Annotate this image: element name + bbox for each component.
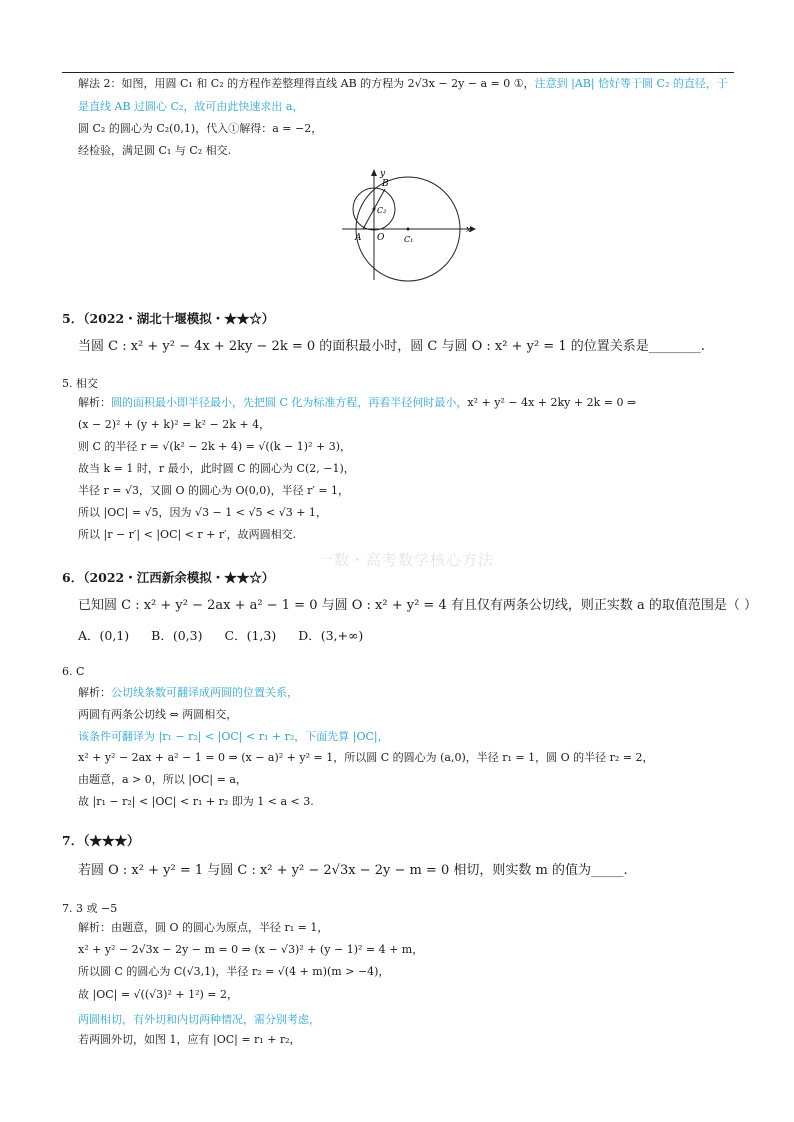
q7-heading: 7．（★★★） [62, 833, 140, 848]
a5-label: 解析： [78, 396, 111, 409]
a6-answer: 6. C [62, 665, 85, 678]
a5-line1 [78, 395, 636, 410]
header-rule [62, 72, 734, 73]
a7-line1-text: 由题意，圆 O 的圆心为原点，半径 r₁ = 1， [111, 921, 329, 934]
solution2-line2: 是直线 AB 过圆心 C₂，故可由此快速求出 a， [78, 100, 304, 113]
q6-text: 已知圆 C : x² + y² − 2ax + a² − 1 = 0 与圆 O : x² + y² = 4 有且仅有两条公切线，则正实数 a 的取值范围是（ ） [78, 598, 757, 613]
a7-line3: 所以圆 C 的圆心为 C(√3,1)，半径 r₂ = √(4 + m)(m > −4)， [78, 965, 390, 978]
a7-line1 [78, 920, 328, 935]
a6-label: 解析： [78, 686, 111, 699]
point-b-label: B [382, 179, 389, 189]
a6-line2: 两圆有两条公切线 ⇔ 两圆相交， [78, 708, 238, 721]
center-c2 [373, 208, 376, 211]
solution2-line4: 经检验，满足圆 C₁ 与 C₂ 相交. [78, 144, 232, 157]
a5-line3: 则 C 的半径 r = √(k² − 2k + 4) = √((k − 1)² + 3)， [78, 440, 352, 453]
q7-text: 若圆 O : x² + y² = 1 与圆 C : x² + y² − 2√3x − 2y − m = 0 相切，则实数 m 的值为_____. [78, 863, 628, 878]
a5-line7: 所以 |r − r′| < |OC| < r + r′，故两圆相交. [78, 528, 297, 541]
q6-option-c: C．(1,3) [224, 628, 277, 643]
y-axis-arrow [371, 169, 377, 176]
q6-heading: 6．（2022・江西新余模拟・★★☆） [62, 570, 275, 585]
center-c1 [407, 228, 410, 231]
watermark: 一数・高考数学核心方法 [318, 551, 495, 569]
q5-text: 当圆 C : x² + y² − 4x + 2ky − 2k = 0 的面积最小时，圆 C 与圆 O : x² + y² = 1 的位置关系是________. [78, 339, 705, 354]
q6-options [78, 626, 363, 644]
solution2-line1-text: 解法 2：如图，用圆 C₁ 和 C₂ 的方程作差整理得直线 AB 的方程为 2√3x − 2y − a = 0 ①， [78, 77, 535, 90]
q5-heading: 5．（2022・湖北十堰模拟・★★☆） [62, 311, 275, 326]
y-label: y [380, 169, 386, 179]
a6-line6: 故 |r₁ − r₂| < |OC| < r₁ + r₂ 即为 1 < a < 3. [78, 795, 314, 808]
a7-line4: 故 |OC| = √((√3)² + 1²) = 2， [78, 988, 238, 1001]
circles-figure [330, 162, 480, 292]
a7-answer: 7. 3 或 −5 [62, 902, 118, 915]
a5-line6: 所以 |OC| = √5，因为 √3 − 1 < √5 < √3 + 1， [78, 506, 327, 519]
q6-option-b: B．(0,3) [151, 628, 203, 643]
c1-label: C₁ [404, 235, 414, 244]
a6-hint: 公切线条数可翻译成两圆的位置关系， [111, 686, 298, 699]
origin-label: O [377, 233, 385, 243]
a6-line5: 由题意，a > 0，所以 |OC| = a， [78, 773, 247, 786]
a5-line5: 半径 r = √3，又圆 O 的圆心为 O(0,0)，半径 r′ = 1， [78, 484, 350, 497]
c2-label: C₂ [377, 206, 387, 215]
a7-hint: 两圆相切，有外切和内切两种情况，需分别考虑， [78, 1013, 320, 1026]
a6-line4: x² + y² − 2ax + a² − 1 = 0 ⇒ (x − a)² + y² = 1，所以圆 C 的圆心为 (a,0)，半径 r₁ = 1，圆 O 的半径 r₂ = 2， [78, 751, 654, 764]
a7-line2: x² + y² − 2√3x − 2y − m = 0 ⇒ (x − √3)² + (y − 1)² = 4 + m， [78, 943, 424, 956]
a5-line2: (x − 2)² + (y + k)² = k² − 2k + 4， [78, 418, 271, 431]
a5-line4: 故当 k = 1 时，r 最小，此时圆 C 的圆心为 C(2, −1)， [78, 462, 355, 475]
a5-answer: 5. 相交 [62, 377, 98, 390]
q6-option-a: A．(0,1) [78, 628, 130, 643]
solution2-hint: 注意到 |AB| 恰好等于圆 C₂ 的直径，于 [534, 77, 728, 90]
x-label: x [466, 225, 472, 235]
solution2-line3: 圆 C₂ 的圆心为 C₂(0,1)，代入①解得：a = −2， [78, 122, 323, 135]
a7-line6: 若两圆外切，如图 1，应有 |OC| = r₁ + r₂， [78, 1033, 301, 1046]
q6-option-d: D．(3,+∞) [298, 628, 364, 643]
point-a-label: A [355, 233, 362, 243]
a5-eq1: x² + y² − 4x + 2ky + 2k = 0 ⇒ [467, 396, 637, 409]
a6-line3: 该条件可翻译为 |r₁ − r₂| < |OC| < r₁ + r₂，下面先算 |OC|， [78, 730, 389, 743]
a5-hint: 圆的面积最小即半径最小，先把圆 C 化为标准方程，再看半径何时最小， [111, 396, 468, 409]
solution2-line1 [78, 76, 728, 91]
a7-label: 解析： [78, 921, 111, 934]
a6-line1 [78, 685, 298, 700]
